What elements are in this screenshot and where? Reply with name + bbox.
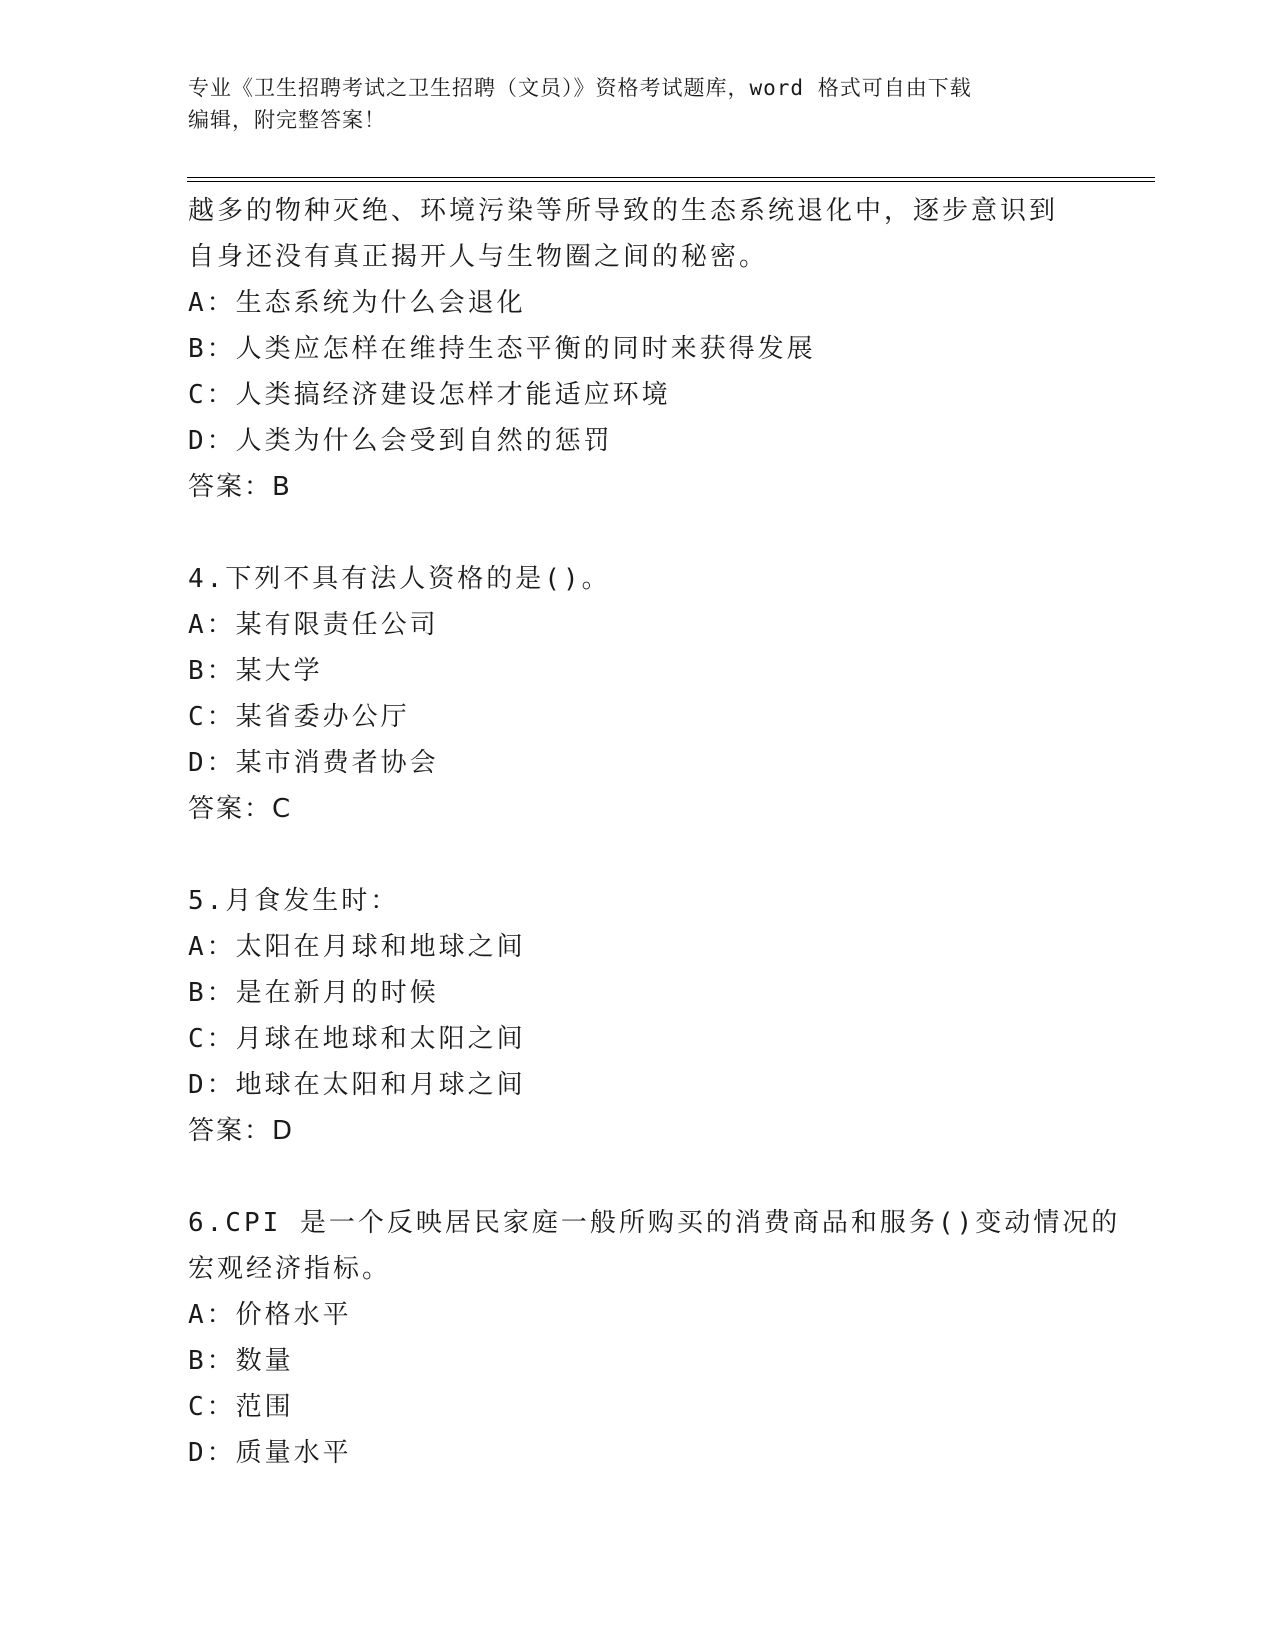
spacer: [188, 1154, 1088, 1200]
option-a: A：生态系统为什么会退化: [188, 288, 526, 318]
option-c: C：月球在地球和太阳之间: [188, 1024, 526, 1054]
option-b: B：人类应怎样在维持生态平衡的同时来获得发展: [188, 334, 816, 364]
question-list: [188, 188, 1121, 1476]
question-text-line: 自身还没有真正揭开人与生物圈之间的秘密。: [188, 242, 769, 272]
option-d: D：质量水平: [188, 1438, 352, 1468]
spacer: [188, 510, 1088, 556]
answer-label: 答案：C: [188, 794, 293, 824]
spacer: [188, 832, 1088, 878]
option-b: B：是在新月的时候: [188, 978, 439, 1008]
question-3-fragment: [188, 188, 1088, 510]
document-header: [188, 72, 1088, 136]
answer-label: 答案：B: [188, 472, 292, 502]
question-text-line: 越多的物种灭绝、环境污染等所导致的生态系统退化中，逐步意识到: [188, 196, 1059, 226]
option-d: D：地球在太阳和月球之间: [188, 1070, 526, 1100]
question-4: [188, 556, 1088, 832]
option-a: A：太阳在月球和地球之间: [188, 932, 526, 962]
option-b: B：数量: [188, 1346, 294, 1376]
question-stem: 宏观经济指标。: [188, 1254, 392, 1284]
option-c: C：某省委办公厅: [188, 702, 410, 732]
option-c: C：人类搞经济建设怎样才能适应环境: [188, 380, 671, 410]
question-5: [188, 878, 1088, 1154]
option-b: B：某大学: [188, 656, 323, 686]
option-d: D：某市消费者协会: [188, 748, 439, 778]
option-a: A：某有限责任公司: [188, 610, 439, 640]
header-line-1: 专业《卫生招聘考试之卫生招聘（文员）》资格考试题库，word 格式可自由下载: [188, 76, 972, 100]
question-stem: 6.CPI 是一个反映居民家庭一般所购买的消费商品和服务()变动情况的: [188, 1208, 1121, 1238]
option-d: D：人类为什么会受到自然的惩罚: [188, 426, 613, 456]
answer-label: 答案：D: [188, 1116, 295, 1146]
question-6: [188, 1200, 1121, 1476]
question-stem: 4.下列不具有法人资格的是()。: [188, 564, 611, 594]
option-a: A：价格水平: [188, 1300, 352, 1330]
question-stem: 5.月食发生时：: [188, 886, 400, 916]
option-c: C：范围: [188, 1392, 294, 1422]
header-double-rule: [187, 177, 1155, 182]
header-line-2: 编辑，附完整答案！: [188, 108, 386, 132]
